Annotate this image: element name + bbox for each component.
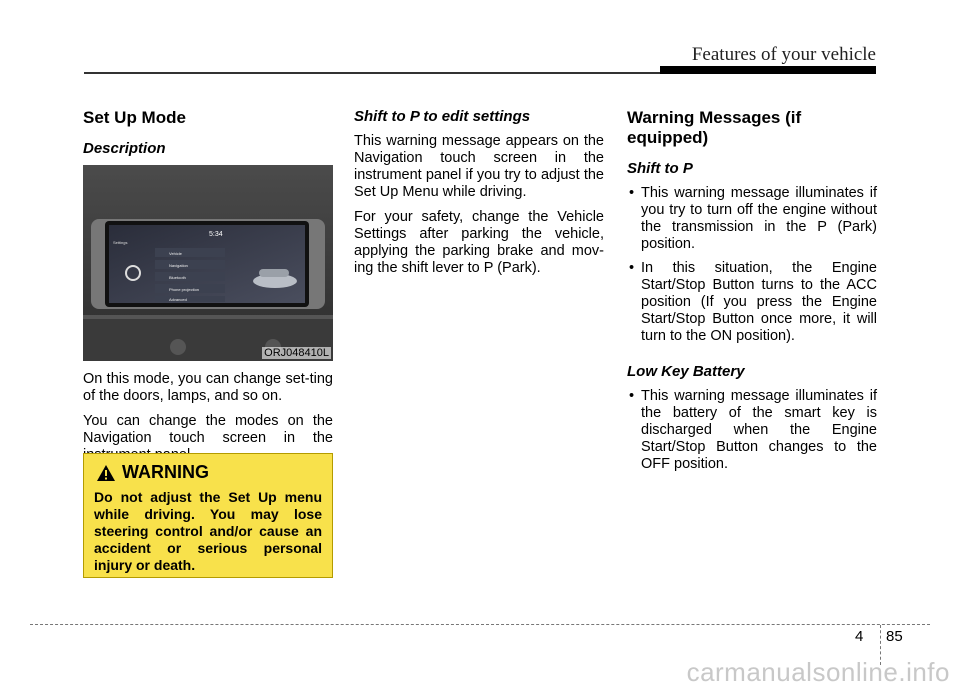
menu-phone-projection: Phone projection [169,287,200,292]
menu-advanced: Advanced [169,297,187,302]
bullet-list-low-key-battery [627,388,877,473]
bullet-list-shift-to-p [627,185,877,345]
subheading-low-key-battery: Low Key Battery [627,363,745,380]
subheading-shift-to-p-edit: Shift to P to edit settings [354,108,531,125]
subheading-shift-to-p: Shift to P [627,160,693,177]
dashboard-illustration [83,165,333,361]
screen-time: 5:34 [209,231,223,238]
list-item: • This warning message illuminates if the battery of the smart key is discharged when the Engine Start/Stop Button changes to the OFF position. [627,388,877,473]
warning-title: WARNING [122,462,209,482]
column-shift-to-p [354,108,604,285]
list-item: • This warning message illuminates if you try to turn off the engine without the transmission in the P (Park) position. [627,185,877,253]
warning-box [83,453,333,578]
page-header-title: Features of your vehicle [691,44,876,65]
watermark: carmanualsonline.info [686,657,950,687]
section-heading-warning-messages: Warning Messages (if equipped) [627,108,802,147]
page-number: 85 [886,628,903,645]
warning-header [96,462,322,483]
paragraph-set-up-mode-1: On this mode, you can change set-ting of the doors, lamps, and so on. [83,371,333,404]
warning-triangle-icon [96,464,116,482]
chapter-number: 4 [855,628,864,645]
column-warning-messages [627,108,877,483]
menu-vehicle: Vehicle [169,251,182,256]
footer-rule [30,624,930,625]
paragraph-set-up-mode-2: You can change the modes on the Navigation touch screen in the [83,413,333,446]
warning-text: Do not adjust the Set Up menu while driving. You may lose steering control and/or cause an accident or serious personal injury or death. [94,489,322,573]
paragraph-shift-2: For your safety, change the Vehicle Settings after parking the vehicle, applying the parking brake and mov-ing the shift lever to P (Park). [354,209,604,276]
subheading-description: Description [83,140,166,157]
column-set-up-mode [83,108,333,472]
figure-code: ORJ048410L [264,347,329,359]
menu-navigation: Navigation [169,263,188,268]
navigation-screen-photo [83,165,333,361]
menu-bluetooth: Bluetooth [169,275,186,280]
list-item: • In this situation, the Engine Start/Stop Button turns to the ACC position (If you press the Engine Start/Stop Button once more, it will turn to the ON position). [627,260,877,345]
header-rule-accent [660,66,876,74]
section-heading-set-up-mode: Set Up Mode [83,108,186,127]
paragraph-shift-1: This warning message appears on the Navigation touch screen in the instrument panel if you try to adjust the Set Up Menu while driving. [354,133,604,200]
screen-title: Settings [113,240,128,245]
